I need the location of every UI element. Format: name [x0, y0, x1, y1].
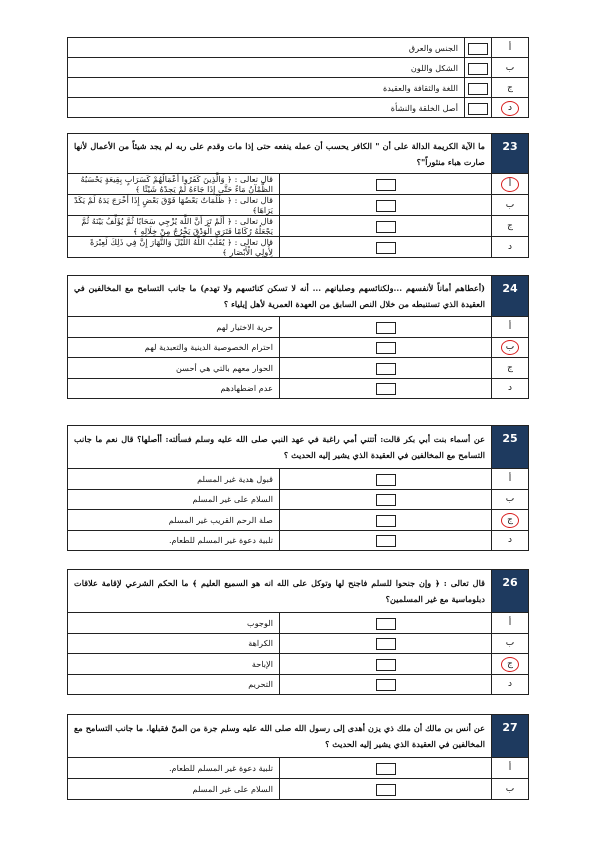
answer-circle-mark: [501, 657, 519, 672]
option-letter: [492, 337, 529, 358]
option-row[interactable]: [68, 469, 529, 490]
option-row[interactable]: [68, 654, 529, 675]
answer-box-cell: [280, 674, 492, 695]
option-letter: [492, 510, 529, 531]
option-letter-label: د: [507, 679, 512, 690]
question-stem: ما الآية الكريمة الدالة على أن " الكافر يحسب أن عمله ينفعه حتى إذا مات وقدم على ربه لم يجد شيئاً من الأعمال لأنها صارت هباء منثوراً"؟: [68, 134, 492, 174]
answer-circle-mark: [501, 513, 519, 528]
question-header-row: [68, 426, 529, 469]
answer-checkbox[interactable]: [376, 659, 396, 671]
option-letter-label: ب: [505, 200, 515, 210]
option-letter-label: ب: [505, 62, 515, 73]
answer-box-cell: [280, 469, 492, 490]
option-letter: [492, 78, 529, 98]
question-number: 26: [492, 570, 529, 613]
question-block: [67, 37, 529, 118]
answer-checkbox[interactable]: [468, 83, 488, 95]
option-row[interactable]: [68, 358, 529, 379]
option-text: قال تعالى : ﴿ ظُلُمَاتٌ بَعْضُهَا فَوْقَ بَعْضٍ إِذَا أَخْرَجَ يَدَهُ لَمْ يَكَدْ يَرَاهَا﴾: [68, 195, 280, 216]
option-letter: [492, 489, 529, 510]
answer-circle-mark: [501, 340, 519, 355]
option-letter-label: أ: [508, 321, 512, 332]
question-stem: عن أسماء بنت أبي بكر قالت: أتتني أمي راغبة في عهد النبي صلى الله عليه وسلم فسألته: أأصلها؟ قال نعم ما جانب التسامح مع المخالفين في العقيدة الذي يشير إليه الحديث ؟: [68, 426, 492, 469]
answer-checkbox[interactable]: [376, 200, 396, 212]
question-number: 24: [492, 276, 529, 317]
question-number: 23: [492, 134, 529, 174]
option-row[interactable]: [68, 613, 529, 634]
question-stem: قال تعالى : ﴿ وإن جنحوا للسلم فاجنح لها وتوكل على الله انه هو السميع العليم ﴾ ما الحكم الشرعي لإقامة علاقات دبلوماسية مع غير المسلمين؟: [68, 570, 492, 613]
option-text: قال تعالى : ﴿ وَالَّذِينَ كَفَرُوا أَعْمَالُهُمْ كَسَرَابٍ بِقِيعَةٍ يَحْسَبُهُ الظَّمْآنُ مَاءً حَتَّى إِذَا جَاءَهُ لَمْ يَجِدْهُ شَيْئًا ﴾: [68, 174, 280, 195]
option-row[interactable]: [68, 317, 529, 338]
option-row[interactable]: [68, 378, 529, 399]
answer-checkbox[interactable]: [376, 638, 396, 650]
option-letter-label: ج: [507, 82, 513, 93]
question-number: 25: [492, 426, 529, 469]
answer-checkbox[interactable]: [376, 363, 396, 375]
option-text: تلبية دعوة غير المسلم للطعام.: [68, 530, 280, 551]
option-row[interactable]: [68, 174, 529, 195]
option-letter-label: أ: [508, 763, 512, 773]
option-letter: [492, 654, 529, 675]
option-letter-label: ج: [507, 362, 513, 373]
answer-checkbox[interactable]: [376, 474, 396, 486]
option-letter: [492, 530, 529, 551]
option-row[interactable]: [68, 195, 529, 216]
question-stem: (أعطاهم أماناً لأنفسهم ...ولكنائسهم وصلبانهم ... أنه لا تسكن كنائسهم ولا تهدم) ما جانب التسامح مع المخالفين في العقيدة الذي تستنبطه من خلال النص السابق من العهدة العمرية لأهل إيلياء ؟: [68, 276, 492, 317]
option-row[interactable]: [68, 674, 529, 695]
answer-checkbox[interactable]: [468, 43, 488, 55]
question-stem: عن أنس بن مالك أن ملك ذي يزن أهدى إلى رسول الله صلى الله عليه وسلم جرة من المنّ فقبلها. ما جانب التسامح مع المخالفين في العقيدة الذي يشير إليه الحديث ؟: [68, 715, 492, 758]
option-text: السلام على غير المسلم: [68, 489, 280, 510]
question-number: 27: [492, 715, 529, 758]
option-letter: [492, 358, 529, 379]
option-letter-label: ج: [507, 221, 513, 231]
option-text: احترام الخصوصية الدينية والتعبدية لهم: [68, 337, 280, 358]
option-text: الكراهة: [68, 633, 280, 654]
option-letter-label: ج: [507, 514, 513, 525]
answer-checkbox[interactable]: [376, 179, 396, 191]
answer-checkbox[interactable]: [376, 322, 396, 334]
option-letter: [492, 469, 529, 490]
option-text: تلبية دعوة غير المسلم للطعام.: [68, 758, 280, 779]
answer-checkbox[interactable]: [376, 763, 396, 775]
question-header-row: [68, 134, 529, 174]
option-letter-label: ب: [505, 784, 515, 794]
answer-checkbox[interactable]: [468, 103, 488, 115]
option-row[interactable]: [68, 758, 529, 779]
answer-checkbox[interactable]: [468, 63, 488, 75]
question-block: [67, 425, 529, 551]
answer-checkbox[interactable]: [376, 221, 396, 233]
option-text: الإباحة: [68, 654, 280, 675]
option-text: قال تعالى : ﴿ أَلَمْ تَرَ أَنَّ اللَّهَ يُزْجِي سَحَابًا ثُمَّ يُؤَلِّفُ بَيْنَهُ ثُمَّ يَجْعَلُهُ رُكَامًا فَتَرَى الْوَدْقَ يَخْرُجُ مِنْ خِلَالِهِ ﴾: [68, 216, 280, 237]
option-letter-label: د: [507, 535, 512, 546]
answer-box-cell: [280, 510, 492, 531]
option-letter: [492, 195, 529, 216]
option-text: صلة الرحم القريب غير المسلم: [68, 510, 280, 531]
answer-box-cell: [280, 378, 492, 399]
question-block: [67, 569, 529, 695]
option-letter-label: ب: [505, 494, 515, 505]
answer-box-cell: [465, 38, 492, 58]
answer-checkbox[interactable]: [376, 515, 396, 527]
question-header-row: [68, 276, 529, 317]
answer-box-cell: [280, 317, 492, 338]
option-letter: [492, 98, 529, 118]
option-row[interactable]: [68, 489, 529, 510]
option-row[interactable]: [68, 58, 529, 78]
answer-checkbox[interactable]: [376, 618, 396, 630]
answer-box-cell: [280, 358, 492, 379]
option-letter-label: ب: [505, 638, 515, 649]
option-row[interactable]: [68, 38, 529, 58]
option-letter: [492, 317, 529, 338]
answer-checkbox[interactable]: [376, 535, 396, 547]
option-letter: [492, 58, 529, 78]
answer-box-cell: [465, 78, 492, 98]
option-letter-label: أ: [508, 179, 512, 189]
option-row[interactable]: [68, 98, 529, 118]
option-letter: [492, 613, 529, 634]
option-row[interactable]: [68, 237, 529, 258]
answer-box-cell: [280, 174, 492, 195]
answer-box-cell: [280, 758, 492, 779]
answer-box-cell: [280, 337, 492, 358]
answer-box-cell: [280, 779, 492, 800]
answer-box-cell: [280, 633, 492, 654]
answer-box-cell: [280, 613, 492, 634]
option-text: الوجوب: [68, 613, 280, 634]
option-letter: [492, 237, 529, 258]
question-block: [67, 714, 529, 800]
answer-box-cell: [465, 58, 492, 78]
option-text: التحريم: [68, 674, 280, 695]
option-letter: [492, 779, 529, 800]
option-letter-label: د: [507, 383, 512, 394]
option-letter-label: ج: [507, 658, 513, 669]
option-row[interactable]: [68, 779, 529, 800]
answer-box-cell: [280, 237, 492, 258]
option-text: السلام على غير المسلم: [68, 779, 280, 800]
option-text: اللغة والثقافة والعقيدة: [68, 78, 465, 98]
option-letter: [492, 633, 529, 654]
option-letter-label: د: [507, 242, 512, 252]
option-text: الحوار معهم بالتي هي أحسن: [68, 358, 280, 379]
option-text: حرية الاختيار لهم: [68, 317, 280, 338]
option-letter-label: أ: [508, 42, 512, 53]
answer-box-cell: [280, 530, 492, 551]
answer-box-cell: [280, 195, 492, 216]
option-letter: [492, 174, 529, 195]
answer-checkbox[interactable]: [376, 242, 396, 254]
answer-checkbox[interactable]: [376, 342, 396, 354]
option-text: قال تعالى : ﴿ يُقَلِّبُ اللَّهُ اللَّيْلَ وَالنَّهَارَ إِنَّ فِي ذَلِكَ لَعِبْرَةً لِأُولِي الْأَبْصَارِ ﴾: [68, 237, 280, 258]
option-row[interactable]: [68, 530, 529, 551]
answer-checkbox[interactable]: [376, 494, 396, 506]
answer-checkbox[interactable]: [376, 383, 396, 395]
question-block: [67, 133, 529, 258]
answer-box-cell: [280, 216, 492, 237]
answer-checkbox[interactable]: [376, 679, 396, 691]
question-header-row: [68, 570, 529, 613]
answer-box-cell: [280, 654, 492, 675]
answer-circle-mark: [501, 177, 519, 192]
option-letter: [492, 674, 529, 695]
option-row[interactable]: [68, 633, 529, 654]
answer-box-cell: [465, 98, 492, 118]
option-text: قبول هدية غير المسلم: [68, 469, 280, 490]
option-letter: [492, 38, 529, 58]
option-letter-label: أ: [508, 617, 512, 628]
option-letter-label: ب: [505, 342, 515, 353]
option-text: الجنس والعرق: [68, 38, 465, 58]
option-letter: [492, 216, 529, 237]
option-letter: [492, 758, 529, 779]
option-row[interactable]: [68, 216, 529, 237]
option-text: أصل الخلقة والنشأة: [68, 98, 465, 118]
question-block: [67, 275, 529, 399]
answer-checkbox[interactable]: [376, 784, 396, 796]
option-letter-label: د: [507, 102, 512, 113]
answer-box-cell: [280, 489, 492, 510]
option-letter-label: أ: [508, 473, 512, 484]
option-text: الشكل واللون: [68, 58, 465, 78]
option-row[interactable]: [68, 510, 529, 531]
question-header-row: [68, 715, 529, 758]
option-row[interactable]: [68, 337, 529, 358]
option-row[interactable]: [68, 78, 529, 98]
option-letter: [492, 378, 529, 399]
option-text: عدم اضطهادهم: [68, 378, 280, 399]
answer-circle-mark: [501, 101, 519, 116]
